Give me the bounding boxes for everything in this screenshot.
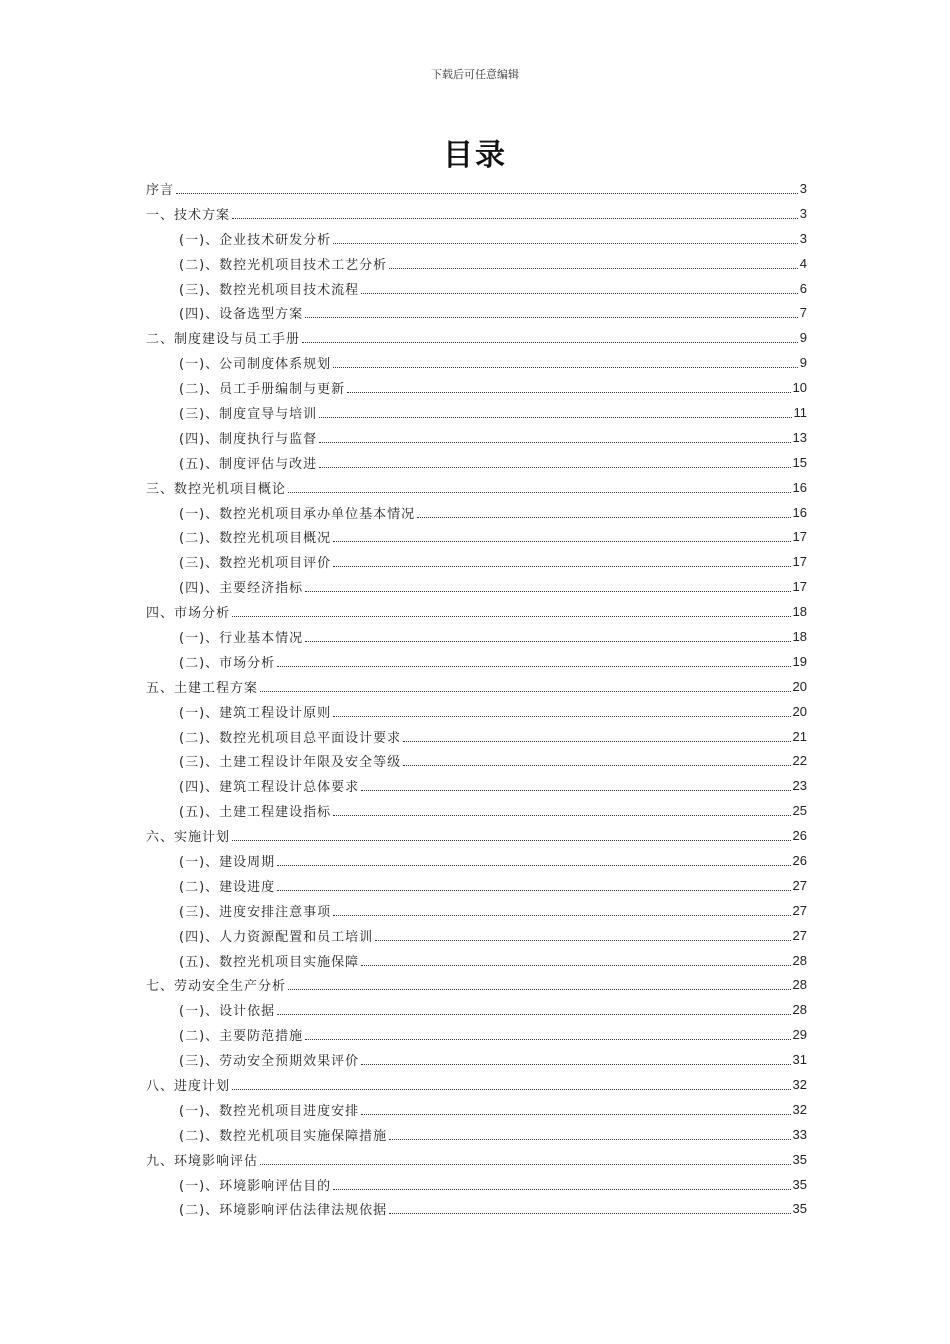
toc-entry[interactable] (146, 226, 807, 251)
toc-entry-page-number: 4 (799, 255, 807, 271)
toc-entry[interactable] (146, 176, 807, 201)
toc-entry[interactable] (146, 997, 807, 1022)
toc-dot-leader (417, 517, 790, 518)
toc-entry-page-number: 3 (799, 205, 807, 221)
toc-entry[interactable] (146, 475, 807, 500)
toc-entry-label: (二)、数控光机项目技术工艺分析 (179, 257, 388, 273)
toc-entry-page-number: 21 (792, 728, 807, 744)
toc-entry[interactable] (146, 276, 807, 301)
toc-entry[interactable] (146, 848, 807, 873)
toc-entry-label: (五)、数控光机项目实施保障 (179, 954, 360, 970)
toc-entry-page-number: 18 (792, 604, 807, 620)
toc-dot-leader (361, 293, 798, 294)
toc-entry-page-number: 9 (799, 330, 807, 346)
toc-entry-label: (四)、主要经济指标 (179, 581, 304, 597)
toc-dot-leader (333, 367, 798, 368)
toc-entry[interactable] (146, 350, 807, 375)
toc-entry-label: (二)、数控光机项目总平面设计要求 (179, 730, 402, 746)
toc-dot-leader (305, 1039, 790, 1040)
toc-dot-leader (319, 467, 790, 468)
toc-entry-label: (一)、企业技术研发分析 (179, 232, 332, 248)
toc-dot-leader (277, 1014, 790, 1015)
toc-entry[interactable] (146, 1022, 807, 1047)
toc-entry[interactable] (146, 425, 807, 450)
toc-dot-leader (302, 342, 798, 343)
toc-entry-page-number: 28 (792, 1002, 807, 1018)
toc-entry-page-number: 17 (792, 529, 807, 545)
toc-dot-leader (361, 790, 790, 791)
toc-dot-leader (277, 890, 790, 891)
toc-entry-page-number: 27 (792, 927, 807, 943)
toc-entry-label: (一)、行业基本情况 (179, 630, 304, 646)
toc-entry-label: (一)、数控光机项目进度安排 (179, 1103, 360, 1119)
toc-entry-page-number: 23 (792, 778, 807, 794)
toc-entry-label: (五)、制度评估与改进 (179, 456, 318, 472)
toc-dot-leader (277, 666, 790, 667)
toc-dot-leader (277, 865, 790, 866)
toc-entry-page-number: 33 (792, 1126, 807, 1142)
toc-entry[interactable] (146, 1147, 807, 1172)
toc-entry[interactable] (146, 923, 807, 948)
toc-dot-leader (389, 1139, 790, 1140)
toc-entry-label: (二)、数控光机项目实施保障措施 (179, 1128, 388, 1144)
toc-entry[interactable] (146, 898, 807, 923)
toc-entry-label: 九、环境影响评估 (146, 1153, 259, 1169)
toc-entry-label: (四)、建筑工程设计总体要求 (179, 780, 360, 796)
toc-entry-page-number: 17 (792, 554, 807, 570)
toc-dot-leader (232, 616, 791, 617)
toc-entry-label: (二)、数控光机项目概况 (179, 531, 332, 547)
toc-entry-label: (二)、主要防范措施 (179, 1029, 304, 1045)
toc-entry[interactable] (146, 1197, 807, 1222)
toc-entry-label: 七、劳动安全生产分析 (146, 979, 287, 995)
toc-entry-page-number: 27 (792, 877, 807, 893)
toc-entry[interactable] (146, 400, 807, 425)
toc-dot-leader (347, 392, 790, 393)
toc-entry-page-number: 28 (792, 952, 807, 968)
toc-entry-label: (三)、数控光机项目评价 (179, 556, 332, 572)
toc-entry[interactable] (146, 748, 807, 773)
toc-entry-page-number: 22 (792, 753, 807, 769)
toc-entry-label: (二)、建设进度 (179, 879, 276, 895)
toc-entry-page-number: 26 (792, 852, 807, 868)
toc-entry[interactable] (146, 948, 807, 973)
toc-entry-page-number: 29 (792, 1027, 807, 1043)
toc-dot-leader (333, 915, 790, 916)
toc-entry[interactable] (146, 300, 807, 325)
toc-entry[interactable] (146, 773, 807, 798)
toc-entry-label: 五、土建工程方案 (146, 680, 259, 696)
toc-entry-page-number: 13 (792, 429, 807, 445)
toc-entry[interactable] (146, 674, 807, 699)
toc-entry[interactable] (146, 1072, 807, 1097)
toc-entry-page-number: 11 (793, 404, 807, 420)
toc-entry-page-number: 20 (792, 678, 807, 694)
toc-entry-label: 一、技术方案 (146, 207, 231, 223)
toc-entry-label: 四、市场分析 (146, 606, 231, 622)
toc-entry-label: (四)、设备选型方案 (179, 307, 304, 323)
toc-dot-leader (260, 691, 791, 692)
toc-entry-page-number: 16 (792, 479, 807, 495)
toc-entry-page-number: 35 (792, 1151, 807, 1167)
toc-entry-page-number: 31 (792, 1052, 807, 1068)
toc-entry-page-number: 10 (792, 380, 807, 396)
toc-entry-page-number: 7 (799, 305, 807, 321)
toc-entry-label: (二)、员工手册编制与更新 (179, 382, 346, 398)
toc-entry-label: (一)、设计依据 (179, 1004, 276, 1020)
toc-entry-page-number: 20 (792, 703, 807, 719)
toc-entry[interactable] (146, 201, 807, 226)
toc-entry[interactable] (146, 873, 807, 898)
toc-entry-label: 八、进度计划 (146, 1079, 231, 1094)
toc-dot-leader (333, 566, 790, 567)
toc-entry-label: (三)、数控光机项目技术流程 (179, 282, 360, 298)
toc-entry[interactable] (146, 251, 807, 276)
toc-entry[interactable] (146, 823, 807, 848)
toc-dot-leader (232, 840, 791, 841)
toc-entry-label: (二)、环境影响评估法律法规依据 (179, 1203, 388, 1219)
toc-entry-label: (一)、建筑工程设计原则 (179, 705, 332, 721)
toc-entry-label: (三)、土建工程设计年限及安全等级 (179, 755, 402, 771)
toc-entry-page-number: 27 (792, 902, 807, 918)
toc-entry[interactable] (146, 973, 807, 998)
toc-entry[interactable] (146, 524, 807, 549)
toc-entry-label: (三)、制度宣导与培训 (179, 406, 318, 422)
toc-entry[interactable] (146, 1172, 807, 1197)
toc-entry-label: 序言 (146, 182, 175, 198)
toc-entry-page-number: 26 (792, 828, 807, 844)
page-header-note: 下载后可任意编辑 (431, 68, 519, 81)
toc-entry-page-number: 9 (799, 355, 807, 371)
toc-dot-leader (361, 1064, 790, 1065)
toc-entry[interactable] (146, 699, 807, 724)
toc-dot-leader (319, 442, 790, 443)
toc-entry-label: (一)、建设周期 (179, 854, 276, 870)
toc-entry-page-number: 35 (792, 1176, 807, 1192)
toc-entry[interactable] (146, 624, 807, 649)
toc-entry-label: (四)、人力资源配置和员工培训 (179, 929, 374, 945)
toc-entry-page-number: 28 (792, 977, 807, 993)
toc-dot-leader (333, 1189, 790, 1190)
toc-dot-leader (176, 193, 798, 194)
toc-dot-leader (361, 965, 790, 966)
toc-entry[interactable] (146, 724, 807, 749)
toc-entry-label: (五)、土建工程建设指标 (179, 805, 332, 821)
toc-dot-leader (333, 815, 790, 816)
toc-entry-page-number: 17 (792, 579, 807, 595)
toc-entry-label: (二)、市场分析 (179, 655, 276, 671)
toc-entry[interactable] (146, 1047, 807, 1072)
toc-entry-label: 二、制度建设与员工手册 (146, 332, 301, 348)
toc-entry-label: 三、数控光机项目概论 (146, 481, 287, 497)
toc-entry[interactable] (146, 325, 807, 350)
table-of-contents (146, 176, 807, 1221)
toc-dot-leader (403, 765, 790, 766)
toc-dot-leader (319, 417, 791, 418)
toc-dot-leader (288, 989, 791, 990)
toc-dot-leader (333, 541, 790, 542)
toc-entry-page-number: 18 (792, 628, 807, 644)
toc-entry-page-number: 32 (792, 1077, 807, 1092)
toc-dot-leader (333, 716, 790, 717)
toc-entry[interactable] (146, 375, 807, 400)
toc-entry[interactable] (146, 574, 807, 599)
toc-entry-page-number: 15 (792, 454, 807, 470)
toc-entry[interactable] (146, 1097, 807, 1122)
toc-entry-page-number: 35 (792, 1201, 807, 1217)
toc-entry[interactable] (146, 1122, 807, 1147)
toc-entry-label: 六、实施计划 (146, 830, 231, 846)
toc-entry-label: (一)、环境影响评估目的 (179, 1178, 332, 1194)
toc-entry-page-number: 19 (792, 653, 807, 669)
toc-entry-page-number: 6 (799, 280, 807, 296)
toc-entry[interactable] (146, 500, 807, 525)
toc-entry[interactable] (146, 599, 807, 624)
toc-dot-leader (389, 1213, 790, 1214)
toc-entry-label: (一)、公司制度体系规划 (179, 357, 332, 373)
toc-dot-leader (305, 591, 790, 592)
toc-entry-page-number: 16 (792, 504, 807, 520)
toc-dot-leader (260, 1164, 791, 1165)
toc-entry-label: (三)、劳动安全预期效果评价 (179, 1054, 360, 1070)
toc-entry-label: (一)、数控光机项目承办单位基本情况 (179, 506, 416, 522)
page-title: 目录 (443, 138, 507, 173)
toc-entry-page-number: 32 (792, 1101, 807, 1117)
toc-entry[interactable] (146, 798, 807, 823)
toc-entry[interactable] (146, 450, 807, 475)
toc-entry-label: (四)、制度执行与监督 (179, 431, 318, 447)
toc-dot-leader (305, 317, 798, 318)
toc-dot-leader (375, 940, 790, 941)
toc-dot-leader (361, 1114, 790, 1115)
toc-dot-leader (333, 243, 798, 244)
toc-entry[interactable] (146, 649, 807, 674)
toc-entry[interactable] (146, 549, 807, 574)
toc-dot-leader (288, 492, 791, 493)
toc-dot-leader (232, 1089, 791, 1090)
toc-entry-label: (三)、进度安排注意事项 (179, 904, 332, 920)
toc-dot-leader (403, 741, 790, 742)
toc-dot-leader (232, 218, 798, 219)
toc-entry-page-number: 3 (799, 230, 807, 246)
toc-entry-page-number: 3 (799, 180, 807, 196)
toc-dot-leader (389, 268, 798, 269)
toc-entry-page-number: 25 (792, 803, 807, 819)
toc-dot-leader (305, 641, 790, 642)
